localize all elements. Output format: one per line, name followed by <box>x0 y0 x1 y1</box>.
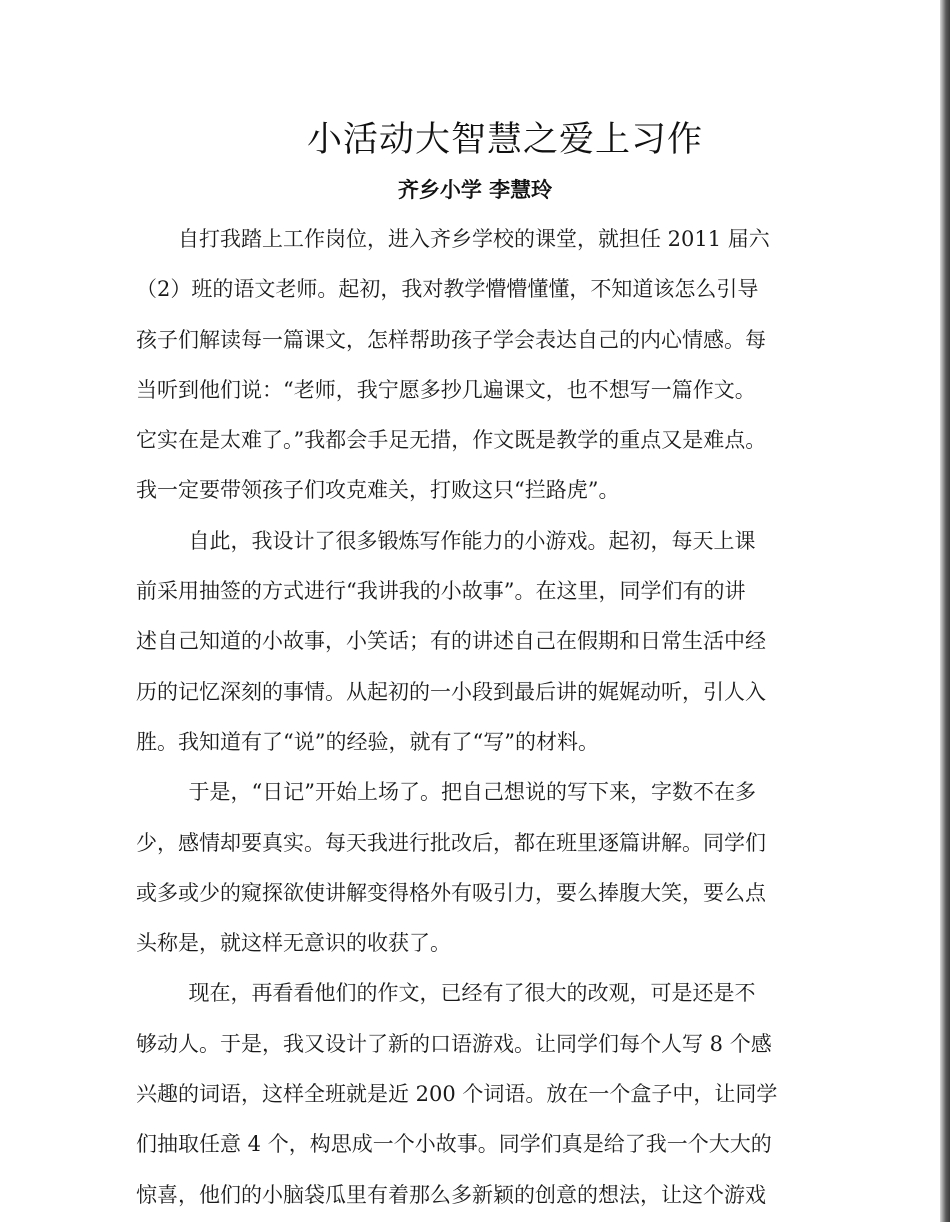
text-line: 够动人。于是，我又设计了新的口语游戏。让同学们每个人写 8 个感 <box>136 1031 772 1056</box>
text-line: 惊喜，他们的小脑袋瓜里有着那么多新颖的创意的想法，让这个游戏 <box>136 1182 766 1207</box>
text-line: 我一定要带领孩子们攻克难关，打败这只“拦路虎”。 <box>136 478 620 503</box>
paragraph-4 <box>136 968 802 1219</box>
document-author: 齐乡小学 李慧玲 <box>397 178 553 202</box>
page-edge-shadow <box>940 0 950 1222</box>
text-line: 自此，我设计了很多锻炼写作能力的小游戏。起初，每天上课 <box>188 528 756 553</box>
text-line: 头称是，就这样无意识的收获了。 <box>136 931 451 956</box>
text-line: 历的记忆深刻的事情。从起初的一小段到最后讲的娓娓动听，引人入 <box>136 679 766 704</box>
text-line: 现在，再看看他们的作文，已经有了很大的改观，可是还是不 <box>188 981 756 1006</box>
text-line: 当听到他们说：“老师，我宁愿多抄几遍课文，也不想写一篇作文。 <box>136 377 756 402</box>
text-line: （2）班的语文老师。起初，我对教学懵懵懂懂，不知道该怎么引导 <box>136 277 759 302</box>
text-line: 们抽取任意 4 个，构思成一个小故事。同学们真是给了我一个大大的 <box>136 1132 772 1157</box>
paragraph-1 <box>136 214 802 516</box>
document-body <box>136 214 802 1220</box>
text-line: 自打我踏上工作岗位，进入齐乡学校的课堂，就担任 2011 届六 <box>178 227 770 251</box>
text-line: 兴趣的词语，这样全班就是近 200 个词语。放在一个盒子中，让同学 <box>136 1082 778 1107</box>
text-line: 于是，“日记”开始上场了。把自己想说的写下来，字数不在多 <box>188 780 756 805</box>
text-line: 少，感情却要真实。每天我进行批改后，都在班里逐篇讲解。同学们 <box>136 830 766 855</box>
text-line: 孩子们解读每一篇课文，怎样帮助孩子学会表达自己的内心情感。每 <box>136 327 766 352</box>
text-line: 或多或少的窥探欲使讲解变得格外有吸引力，要么捧腹大笑，要么点 <box>136 880 766 905</box>
paragraph-2 <box>136 516 802 767</box>
text-line: 前采用抽签的方式进行“我讲我的小故事”。在这里，同学们有的讲 <box>136 579 746 604</box>
document-title: 小活动大智慧之爱上习作 <box>306 120 703 160</box>
text-line: 述自己知道的小故事，小笑话；有的讲述自己在假期和日常生活中经 <box>136 629 766 654</box>
paragraph-3 <box>136 767 802 968</box>
text-line: 它实在是太难了。”我都会手足无措，作文既是教学的重点又是难点。 <box>136 428 767 453</box>
text-line: 胜。我知道有了“说”的经验，就有了“写”的材料。 <box>136 729 599 754</box>
